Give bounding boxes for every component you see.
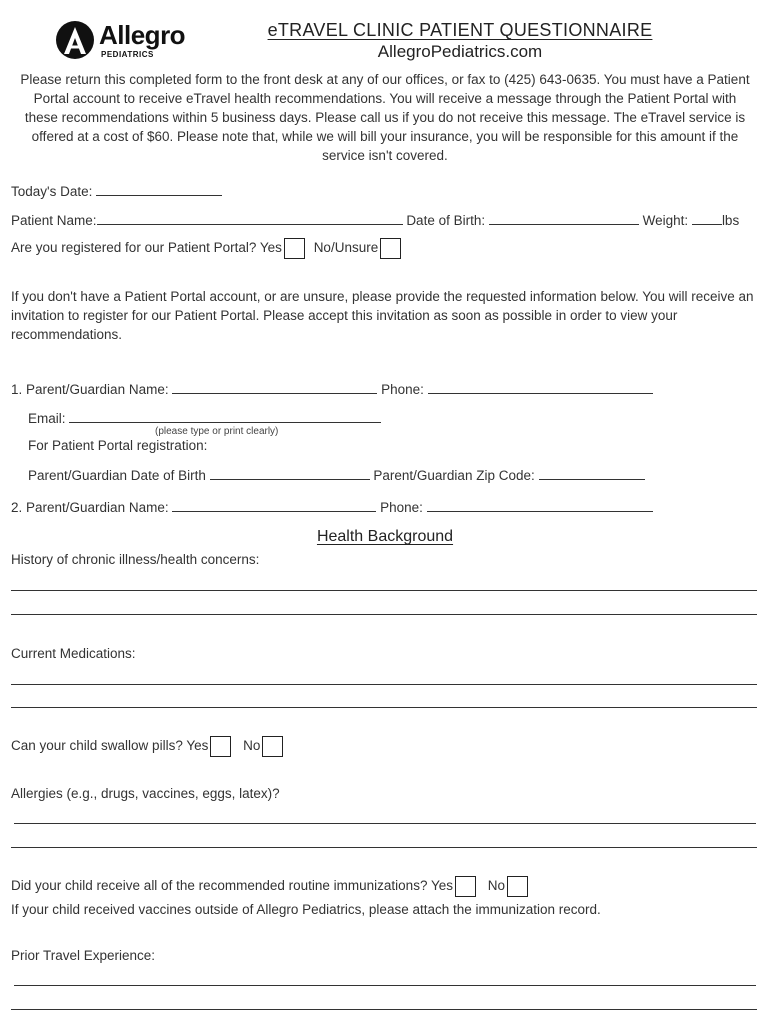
medications-line-1[interactable]	[11, 684, 757, 685]
guardian-dob-zip-row	[28, 467, 645, 483]
portal-question-label: Are you registered for our Patient Portal? Yes	[11, 240, 282, 256]
logo-subtitle: PEDIATRICS	[101, 50, 154, 59]
pills-no-checkbox[interactable]	[262, 736, 283, 757]
email-hint: (please type or print clearly)	[155, 426, 279, 437]
logo-name: Allegro	[99, 20, 186, 50]
chronic-illness-label: History of chronic illness/health concerns:	[11, 552, 260, 567]
chronic-illness-line-2[interactable]	[11, 614, 757, 615]
todays-date-field[interactable]	[96, 183, 222, 196]
allergies-line-2[interactable]	[11, 847, 757, 848]
portal-registration-label: For Patient Portal registration:	[28, 438, 208, 453]
guardian1-name-label: 1. Parent/Guardian Name:	[11, 382, 169, 397]
prior-travel-line-1[interactable]	[14, 985, 756, 986]
guardian-dob-label: Parent/Guardian Date of Birth	[28, 468, 206, 483]
guardian1-row	[11, 381, 653, 397]
prior-travel-line-2[interactable]	[11, 1009, 757, 1010]
pills-question-label: Can your child swallow pills? Yes	[11, 738, 209, 754]
dob-field[interactable]	[489, 212, 639, 225]
weight-unit: lbs	[721, 213, 740, 228]
guardian2-name-field[interactable]	[172, 499, 376, 512]
pills-row	[11, 736, 283, 757]
patient-name-label: Patient Name:	[11, 213, 97, 228]
patient-name-field[interactable]	[97, 212, 403, 225]
email-label: Email:	[28, 411, 66, 426]
allergies-label: Allergies (e.g., drugs, vaccines, eggs, latex)?	[11, 786, 280, 801]
todays-date-row	[11, 183, 222, 199]
guardian1-name-field[interactable]	[172, 381, 377, 394]
prior-travel-label: Prior Travel Experience:	[11, 948, 156, 963]
guardian-zip-label: Parent/Guardian Zip Code:	[373, 468, 535, 483]
form-title: eTRAVEL CLINIC PATIENT QUESTIONNAIRE	[267, 20, 653, 40]
pills-no-label: No	[243, 738, 261, 754]
immunization-no-label: No	[487, 878, 506, 894]
email-row	[28, 410, 381, 426]
portal-no-unsure-checkbox[interactable]	[380, 238, 401, 259]
immunization-row	[11, 876, 528, 897]
guardian1-phone-field[interactable]	[428, 381, 653, 394]
email-field[interactable]	[69, 410, 381, 423]
intro-paragraph: Please return this completed form to the front desk at any of our offices, or fax to (425) 643-0635. You must have a Patient Portal account to receive eTravel health recommendations. You will receive a message through the Patient Portal with these recommendations within 5 business days. Please call us if you do not receive this message. The eTravel service is offered at a cost of $60. Please note that, while we will bill your insurance, you will be responsible for this amount if the service isn't covered.	[20, 72, 750, 163]
guardian2-phone-label: Phone:	[380, 500, 423, 515]
portal-no-unsure-label: No/Unsure	[313, 240, 379, 256]
pills-yes-checkbox[interactable]	[210, 736, 231, 757]
guardian2-name-label: 2. Parent/Guardian Name:	[11, 500, 169, 515]
patient-row	[11, 212, 739, 228]
allergies-line-1[interactable]	[14, 823, 756, 824]
guardian1-phone-label: Phone:	[381, 382, 424, 397]
website-url: AllegroPediatrics.com	[377, 42, 543, 61]
guardian2-row	[11, 499, 653, 515]
portal-info-paragraph: If you don't have a Patient Portal account, or are unsure, please provide the requested information below. You will receive an invitation to register for our Patient Portal. Please accept this invitation as soon as possible in order to view your recommendations.	[11, 289, 754, 342]
guardian-zip-field[interactable]	[539, 467, 645, 480]
immunization-question-label: Did your child receive all of the recommended routine immunizations? Yes	[11, 878, 453, 894]
weight-label: Weight:	[642, 213, 689, 228]
weight-field[interactable]	[692, 212, 722, 225]
chronic-illness-line-1[interactable]	[11, 590, 757, 591]
medications-label: Current Medications:	[11, 646, 136, 661]
portal-yes-checkbox[interactable]	[284, 238, 305, 259]
health-background-heading: Health Background	[316, 528, 454, 545]
guardian-dob-field[interactable]	[210, 467, 370, 480]
medications-line-2[interactable]	[11, 707, 757, 708]
immunization-note: If your child received vaccines outside of Allegro Pediatrics, please attach the immunization record.	[11, 902, 601, 917]
immunization-no-checkbox[interactable]	[507, 876, 528, 897]
guardian2-phone-field[interactable]	[427, 499, 653, 512]
portal-question-row	[11, 238, 401, 259]
immunization-yes-checkbox[interactable]	[455, 876, 476, 897]
todays-date-label: Today's Date:	[11, 184, 93, 199]
dob-label: Date of Birth:	[406, 213, 486, 228]
